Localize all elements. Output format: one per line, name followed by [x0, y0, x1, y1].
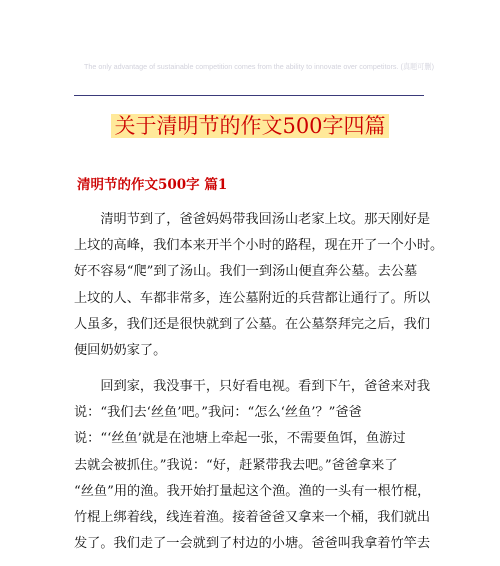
paragraph-line: 人虽多，我们还是很快就到了公墓。在公墓祭拜完之后，我们 — [74, 316, 431, 332]
paragraph-line: 回到家，我没事干，只好看电视。看到下午，爸爸来对我 — [74, 379, 431, 394]
paragraph-line: “丝鱼”用的渔。我开始打量起这个渔。渔的一头有一根竹棍， — [74, 483, 431, 499]
paragraph-line: 清明节到了，爸爸妈妈带我回汤山老家上坟。那天刚好是 — [74, 212, 431, 227]
document-title-text: 关于清明节的作文500字四篇 — [111, 114, 388, 138]
header-divider — [74, 95, 424, 96]
document-title — [0, 112, 500, 140]
paragraph-line: 说：“我们去‘丝鱼’吧。”我问：“怎么‘丝鱼’？”爸爸 — [74, 405, 362, 421]
paragraph-line: 好不容易“爬”到了汤山。我们一到汤山便直奔公墓。去公墓 — [74, 264, 418, 280]
paragraph-line: 发了。我们走了一会就到了村边的小塘。爸爸叫我拿着竹竿去 — [74, 536, 431, 552]
paragraph-1 — [74, 207, 444, 364]
paragraph-2 — [74, 374, 434, 557]
paragraph-line: 竹棍上绑着线，线连着渔。接着爸爸又拿来一个桶，我们就出 — [74, 510, 431, 526]
header-note: The only advantage of sustainable competition comes from the ability to innovate over competitors. (真题可删) — [84, 62, 434, 71]
section-title: 清明节的作文500字 篇1 — [77, 177, 228, 193]
paragraph-line: 去就会被抓住。”我说：“好，赶紧带我去吧。”爸爸拿来了 — [74, 457, 398, 473]
paragraph-line: 上坟的人、车都非常多，连公墓附近的兵营都让通行了。所以 — [74, 290, 431, 306]
paragraph-line: 便回奶奶家了。 — [74, 343, 167, 359]
paragraph-line: 上坟的高峰，我们本来开半个小时的路程，现在开了一个小时。 — [74, 238, 444, 254]
paragraph-line: 说：“‘丝鱼’就是在池塘上牵起一张，不需要鱼饵，鱼游过 — [74, 431, 406, 447]
